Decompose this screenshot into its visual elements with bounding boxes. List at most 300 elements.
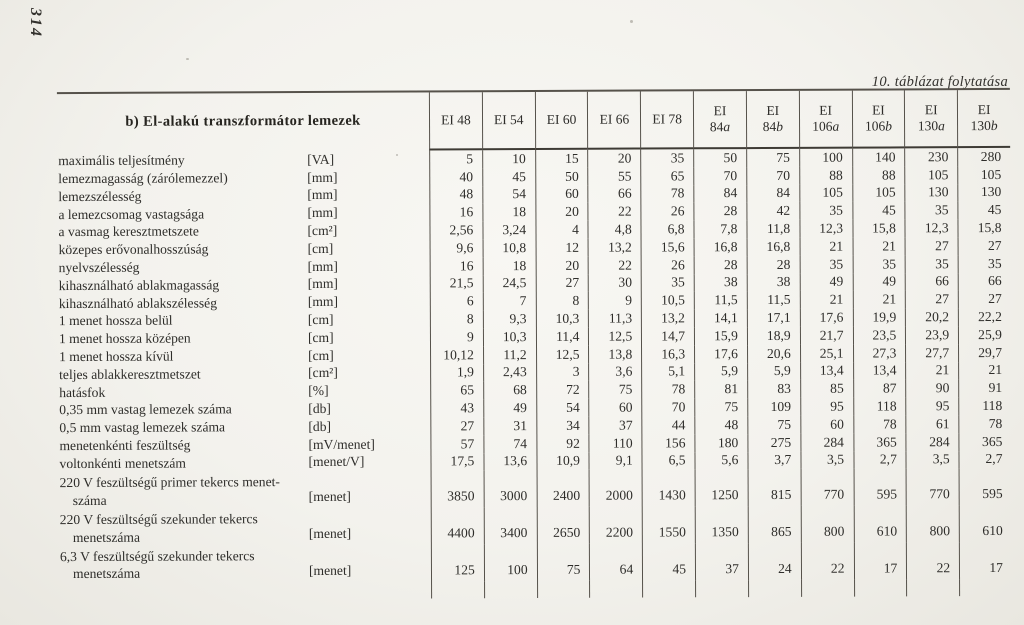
value-cell: 230 (905, 148, 958, 166)
value-cell: 3,6 (589, 363, 642, 381)
row-unit: [cm] (308, 347, 334, 363)
value-cell: 18 (482, 203, 535, 221)
value-cell: 38 (747, 273, 800, 291)
value-cell: 21 (958, 361, 1011, 379)
row-unit: [db] (308, 418, 332, 434)
value-cell: 81 (694, 380, 747, 398)
value-cell: 12,3 (905, 219, 958, 237)
row-label: 1 menet hossza középen (58, 330, 191, 347)
value-cell: 24,5 (483, 275, 536, 293)
table-row (59, 542, 1012, 583)
value-cell: 17 (959, 542, 1012, 579)
row-label: kihasználható ablakmagasság (58, 277, 220, 293)
value-cell: 865 (748, 506, 801, 543)
value-cell: 21,7 (800, 327, 853, 345)
value-cell: 66 (905, 273, 958, 291)
value-cell: 78 (641, 185, 694, 203)
value-cell: 91 (958, 379, 1011, 397)
value-cell: 140 (852, 148, 905, 166)
value-cell: 10,3 (535, 310, 588, 328)
column-header: EI 48 (429, 92, 482, 150)
value-cell: 35 (905, 255, 958, 273)
value-cell: 72 (536, 381, 589, 399)
value-cell: 66 (588, 185, 641, 203)
value-cell: 57 (430, 435, 483, 453)
value-cell: 35 (640, 149, 693, 167)
rule-extension-cell (801, 579, 854, 597)
value-cell: 109 (747, 398, 800, 416)
value-cell: 770 (906, 468, 959, 505)
table-continuation-note: 10. táblázat folytatása (871, 74, 1008, 90)
column-header: EI 54 (482, 92, 535, 150)
value-cell: 75 (694, 398, 747, 416)
value-cell: 44 (642, 416, 695, 434)
value-cell: 5 (429, 150, 482, 168)
table-row (59, 468, 1012, 509)
column-header: EI 84a (693, 91, 746, 149)
value-cell: 21 (799, 238, 852, 256)
value-cell: 83 (747, 380, 800, 398)
value-cell: 34 (536, 417, 589, 435)
value-cell: 7 (483, 292, 536, 310)
value-cell: 5,6 (695, 452, 748, 470)
transformer-lamination-table (57, 88, 1012, 601)
row-unit: [mm] (307, 169, 338, 185)
value-cell: 10,8 (482, 239, 535, 257)
value-cell: 610 (959, 505, 1012, 542)
value-cell: 35 (905, 202, 958, 220)
row-label: 1 menet hossza belül (58, 312, 173, 329)
row-label: menetenkénti feszültség (59, 437, 191, 454)
value-cell: 105 (957, 166, 1010, 184)
column-header: EI 130b (957, 90, 1010, 148)
value-cell: 15,8 (852, 220, 905, 238)
value-cell: 2,7 (959, 450, 1012, 468)
rule-extension-cell (484, 581, 537, 599)
value-cell: 3850 (431, 471, 484, 508)
value-cell: 11,5 (747, 291, 800, 309)
header-row (57, 88, 1010, 152)
value-cell: 13,4 (800, 362, 853, 380)
value-cell: 13,4 (853, 362, 906, 380)
value-cell: 70 (746, 167, 799, 185)
value-cell: 18 (482, 257, 535, 275)
value-cell: 20 (535, 257, 588, 275)
value-cell: 35 (958, 255, 1011, 273)
row-label: 220 V feszültségű szekunder tekercs menetszáma (59, 511, 258, 545)
value-cell: 27 (905, 291, 958, 309)
rule-extension-cell (431, 581, 484, 599)
value-cell: 43 (430, 399, 483, 417)
value-cell: 4,8 (588, 221, 641, 239)
value-cell: 31 (483, 417, 536, 435)
value-cell: 22,2 (958, 308, 1011, 326)
value-cell: 595 (959, 468, 1012, 505)
value-cell: 8 (430, 310, 483, 328)
row-label: 220 V feszültségű primer tekercs menet- száma (59, 474, 280, 508)
row-unit: [menet/V] (308, 454, 365, 470)
value-cell: 60 (535, 185, 588, 203)
value-cell: 18,9 (747, 327, 800, 345)
value-cell: 3,5 (800, 451, 853, 469)
value-cell: 2000 (589, 470, 642, 507)
rule-extension-cell (906, 579, 959, 597)
value-cell: 275 (747, 434, 800, 452)
row-unit: [mm] (307, 276, 338, 292)
row-label: a vasmag keresztmetszete (58, 223, 199, 240)
value-cell: 815 (747, 469, 800, 506)
value-cell: 125 (431, 544, 484, 581)
value-cell: 22 (906, 542, 959, 579)
value-cell: 1350 (695, 506, 748, 543)
value-cell: 770 (800, 469, 853, 506)
rule-extension-cell (537, 580, 590, 598)
value-cell: 85 (800, 380, 853, 398)
value-cell: 15,6 (641, 238, 694, 256)
value-cell: 2650 (536, 507, 589, 544)
table-title: b) El-alakú transzformátor lemezek (125, 112, 361, 130)
column-header: EI 106b (851, 90, 904, 148)
value-cell: 35 (799, 202, 852, 220)
value-cell: 30 (588, 274, 641, 292)
rule-extension-cell (959, 579, 1012, 597)
value-cell: 28 (747, 256, 800, 274)
value-cell: 50 (535, 168, 588, 186)
value-cell: 35 (799, 255, 852, 273)
value-cell: 3 (536, 363, 589, 381)
value-cell: 3000 (483, 470, 536, 507)
value-cell: 2200 (589, 507, 642, 544)
value-cell: 800 (906, 505, 959, 542)
scan-speck (186, 58, 189, 60)
value-cell: 16,3 (641, 345, 694, 363)
value-cell: 37 (695, 543, 748, 580)
row-unit: [cm] (307, 311, 334, 328)
row-unit: [cm²] (308, 365, 338, 381)
value-cell: 22 (801, 543, 854, 580)
row-unit: [mm] (307, 187, 338, 203)
row-label: maximális teljesítmény (58, 152, 185, 169)
value-cell: 60 (800, 416, 853, 434)
value-cell: 284 (800, 433, 853, 451)
value-cell: 22 (588, 256, 641, 274)
value-cell: 28 (693, 202, 746, 220)
value-cell: 21 (852, 237, 905, 255)
value-cell: 92 (536, 435, 589, 453)
row-label: lemezmagasság (zárólemezzel) (58, 170, 228, 187)
value-cell: 610 (853, 506, 906, 543)
value-cell: 87 (853, 380, 906, 398)
page-number: 314 (27, 8, 44, 38)
row-unit: [menet] (308, 525, 352, 541)
row-unit: [db] (308, 400, 331, 417)
value-cell: 38 (694, 274, 747, 292)
value-cell: 10,3 (483, 328, 536, 346)
value-cell: 45 (642, 543, 695, 580)
value-cell: 15 (535, 150, 588, 168)
value-cell: 26 (641, 203, 694, 221)
value-cell: 21 (799, 291, 852, 309)
row-unit: [VA] (307, 151, 335, 167)
value-cell: 130 (905, 184, 958, 202)
value-cell: 22 (588, 203, 641, 221)
value-cell: 90 (906, 380, 959, 398)
row-unit: [menet] (308, 562, 352, 578)
value-cell: 156 (642, 434, 695, 452)
value-cell: 25,9 (958, 326, 1011, 344)
value-cell: 54 (536, 399, 589, 417)
value-cell: 35 (641, 274, 694, 292)
row-label: a lemezcsomag vastagsága (58, 206, 205, 222)
row-unit: [cm²] (307, 222, 338, 239)
value-cell: 88 (852, 166, 905, 184)
value-cell: 40 (429, 168, 482, 186)
value-cell: 2,56 (429, 221, 482, 239)
value-cell: 49 (483, 399, 536, 417)
value-cell: 35 (852, 255, 905, 273)
value-cell: 70 (693, 167, 746, 185)
value-cell: 23,5 (852, 326, 905, 344)
scan-speck (396, 154, 398, 156)
column-header: EI 66 (587, 92, 640, 150)
value-cell: 11,5 (694, 291, 747, 309)
value-cell: 16 (430, 257, 483, 275)
value-cell: 16,8 (694, 238, 747, 256)
row-unit: [%] (308, 383, 329, 399)
row-label: 0,35 mm vastag lemezek száma (59, 401, 232, 418)
column-header: EI 106a (799, 91, 852, 149)
value-cell: 17 (853, 542, 906, 579)
value-cell: 37 (589, 416, 642, 434)
value-cell: 27 (958, 290, 1011, 308)
row-label: nyelvszélesség (58, 259, 140, 276)
value-cell: 95 (800, 398, 853, 416)
value-cell: 17,6 (694, 345, 747, 363)
value-cell: 27 (905, 237, 958, 255)
row-label: közepes erővonalhosszúság (58, 241, 209, 258)
row-label: 0,5 mm vastag lemezek száma (59, 419, 226, 436)
value-cell: 9,1 (589, 452, 642, 470)
column-header: EI 130a (904, 90, 957, 148)
value-cell: 3,24 (482, 221, 535, 239)
value-cell: 27 (535, 274, 588, 292)
value-cell: 17,6 (800, 309, 853, 327)
value-cell: 100 (484, 544, 537, 581)
value-cell: 64 (589, 543, 642, 580)
value-cell: 27,3 (853, 344, 906, 362)
value-cell: 65 (430, 382, 483, 400)
value-cell: 45 (482, 168, 535, 186)
value-cell: 11,2 (483, 346, 536, 364)
value-cell: 110 (589, 434, 642, 452)
value-cell: 13,8 (588, 345, 641, 363)
value-cell: 10,9 (536, 452, 589, 470)
value-cell: 95 (906, 397, 959, 415)
value-cell: 100 (799, 149, 852, 167)
value-cell: 27 (958, 237, 1011, 255)
value-cell: 29,7 (958, 344, 1011, 362)
value-cell: 10,12 (430, 346, 483, 364)
value-cell: 9 (430, 328, 483, 346)
value-cell: 8 (535, 292, 588, 310)
value-cell: 12 (535, 239, 588, 257)
value-cell: 16 (429, 204, 482, 222)
value-cell: 84 (746, 184, 799, 202)
value-cell: 7,8 (694, 220, 747, 238)
value-cell: 4 (535, 221, 588, 239)
row-label: lemezszélesség (58, 188, 142, 204)
value-cell: 2,43 (483, 364, 536, 382)
value-cell: 10 (482, 150, 535, 168)
value-cell: 17,1 (747, 309, 800, 327)
row-unit: [mm] (307, 294, 339, 310)
value-cell: 42 (746, 202, 799, 220)
value-cell: 20 (588, 150, 641, 168)
row-unit: [mm] (307, 205, 338, 221)
value-cell: 45 (852, 202, 905, 220)
value-cell: 88 (799, 166, 852, 184)
value-cell: 27 (430, 417, 483, 435)
value-cell: 60 (589, 399, 642, 417)
row-unit: [cm] (307, 329, 334, 345)
value-cell: 75 (747, 416, 800, 434)
value-cell: 70 (642, 398, 695, 416)
value-cell: 45 (958, 201, 1011, 219)
value-cell: 75 (746, 149, 799, 167)
value-cell: 5,1 (641, 363, 694, 381)
value-cell: 6,8 (641, 220, 694, 238)
value-cell: 595 (853, 469, 906, 506)
value-cell: 21 (852, 291, 905, 309)
value-cell: 78 (641, 381, 694, 399)
value-cell: 26 (641, 256, 694, 274)
row-label: kihasználható ablakszélesség (58, 294, 218, 311)
value-cell: 11,3 (588, 310, 641, 328)
value-cell: 54 (482, 186, 535, 204)
rule-extension-cell (854, 579, 907, 597)
value-cell: 5,9 (694, 363, 747, 381)
value-cell: 9 (588, 292, 641, 310)
value-cell: 365 (853, 433, 906, 451)
row-unit: [cm] (307, 240, 334, 256)
value-cell: 78 (853, 415, 906, 433)
row-label: voltonkénti menetszám (59, 455, 187, 471)
value-cell: 1,9 (430, 364, 483, 382)
rule-extension-cell (589, 580, 642, 598)
column-header: EI 78 (640, 91, 693, 149)
column-header: EI 60 (535, 92, 588, 150)
value-cell: 11,8 (746, 220, 799, 238)
column-header: EI 84b (746, 91, 799, 149)
value-cell: 1250 (695, 469, 748, 506)
rule-extension-row (59, 579, 1012, 601)
value-cell: 12,5 (536, 346, 589, 364)
value-cell: 66 (958, 272, 1011, 290)
value-cell: 105 (905, 166, 958, 184)
value-cell: 3,5 (906, 451, 959, 469)
value-cell: 13,2 (588, 239, 641, 257)
value-cell: 9,6 (430, 239, 483, 257)
value-cell: 50 (693, 149, 746, 167)
value-cell: 1430 (642, 470, 695, 507)
table-row (59, 505, 1012, 546)
value-cell: 48 (429, 186, 482, 204)
value-cell: 21,5 (430, 275, 483, 293)
value-cell: 365 (959, 433, 1012, 451)
value-cell: 78 (958, 415, 1011, 433)
value-cell: 55 (588, 167, 641, 185)
value-cell: 105 (799, 184, 852, 202)
value-cell: 15,8 (958, 219, 1011, 237)
row-unit: [menet] (308, 488, 351, 505)
value-cell: 65 (640, 167, 693, 185)
value-cell: 2,7 (853, 451, 906, 469)
value-cell: 48 (694, 416, 747, 434)
value-cell: 75 (536, 544, 589, 581)
value-cell: 2400 (536, 470, 589, 507)
value-cell: 24 (748, 543, 801, 580)
value-cell: 61 (906, 415, 959, 433)
rule-extension-cell (695, 580, 748, 598)
value-cell: 6 (430, 293, 483, 311)
value-cell: 130 (957, 184, 1010, 202)
value-cell: 4400 (431, 507, 484, 544)
value-cell: 14,1 (694, 309, 747, 327)
value-cell: 3400 (484, 507, 537, 544)
value-cell: 10,5 (641, 292, 694, 310)
value-cell: 28 (694, 256, 747, 274)
value-cell: 23,9 (905, 326, 958, 344)
value-cell: 21 (905, 362, 958, 380)
value-cell: 49 (852, 273, 905, 291)
value-cell: 9,3 (483, 310, 536, 328)
rule-extension-cell (642, 580, 695, 598)
value-cell: 14,7 (641, 327, 694, 345)
value-cell: 16,8 (746, 238, 799, 256)
scan-speck (630, 20, 633, 23)
value-cell: 13,6 (483, 453, 536, 471)
value-cell: 17,5 (430, 453, 483, 471)
value-cell: 6,5 (642, 452, 695, 470)
value-cell: 15,9 (694, 327, 747, 345)
value-cell: 13,2 (641, 309, 694, 327)
row-label: 1 menet hossza kívül (59, 348, 174, 365)
value-cell: 84 (693, 185, 746, 203)
value-cell: 3,7 (747, 451, 800, 469)
value-cell: 5,9 (747, 362, 800, 380)
table-body (57, 148, 1012, 601)
row-unit: [mV/menet] (308, 436, 375, 452)
value-cell: 12,5 (588, 328, 641, 346)
value-cell: 800 (800, 506, 853, 543)
value-cell: 280 (957, 148, 1010, 166)
value-cell: 11,4 (536, 328, 589, 346)
value-cell: 49 (799, 273, 852, 291)
value-cell: 180 (694, 434, 747, 452)
value-cell: 105 (852, 184, 905, 202)
value-cell: 20 (535, 203, 588, 221)
value-cell: 27,7 (905, 344, 958, 362)
value-cell: 20,2 (905, 308, 958, 326)
value-cell: 19,9 (852, 309, 905, 327)
value-cell: 25,1 (800, 344, 853, 362)
row-label: hatásfok (59, 384, 106, 400)
value-cell: 118 (958, 397, 1011, 415)
row-unit: [mm] (307, 258, 338, 274)
rule-extension-cell (748, 580, 801, 598)
value-cell: 118 (853, 398, 906, 416)
value-cell: 68 (483, 381, 536, 399)
